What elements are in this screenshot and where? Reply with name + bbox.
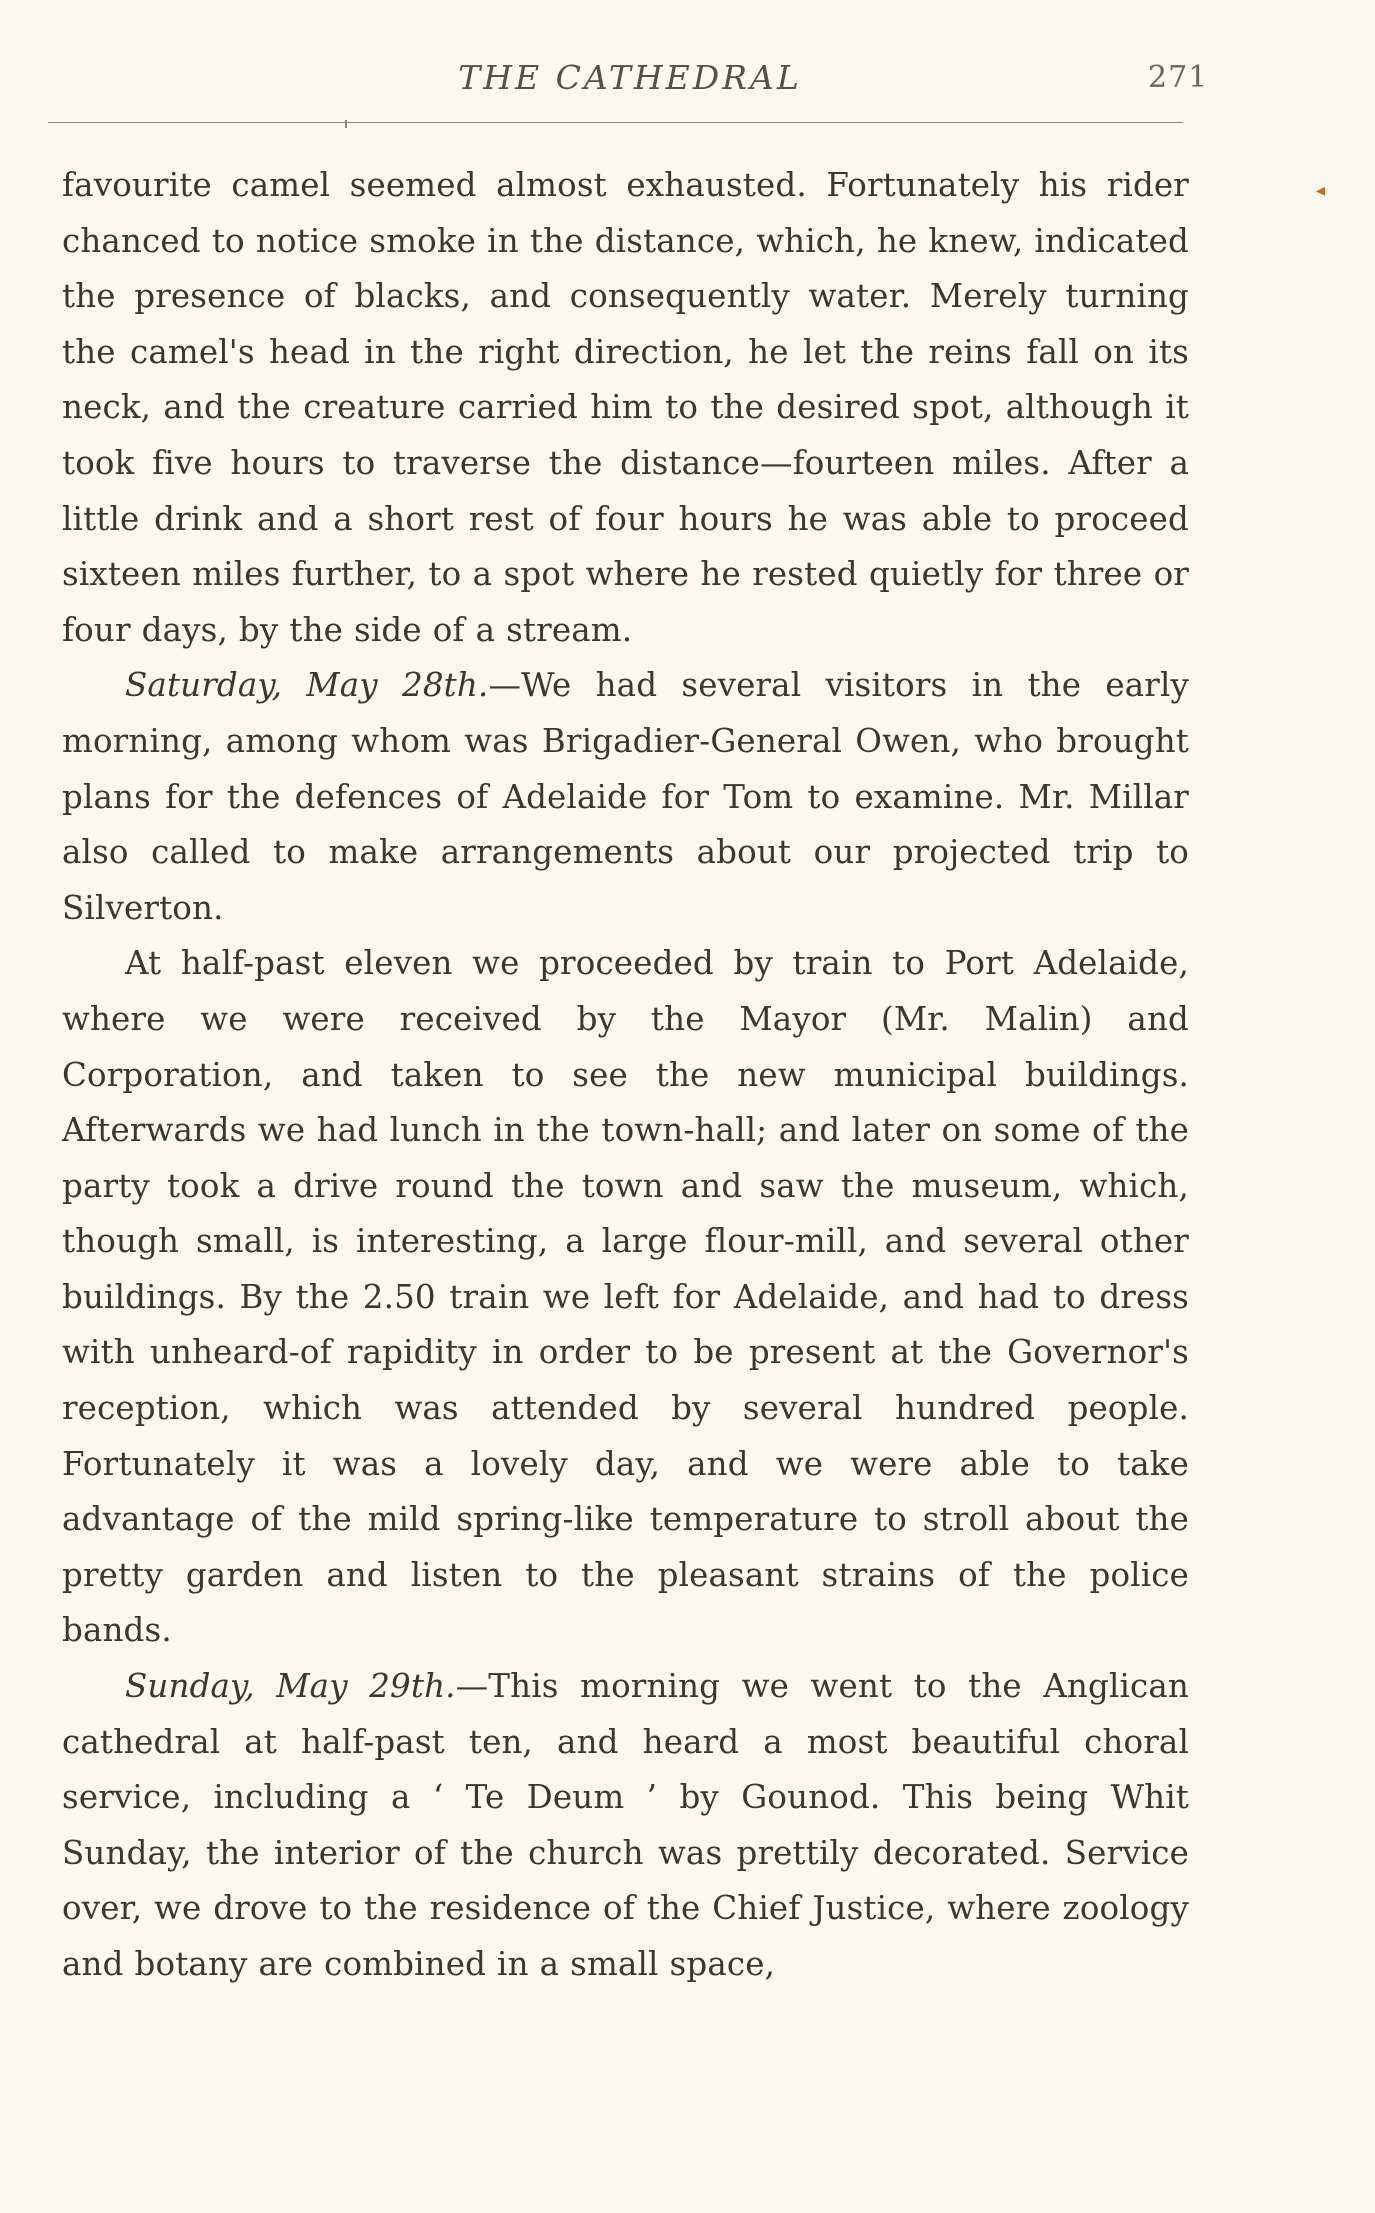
date-heading: Saturday, May 28th.: [125, 666, 489, 705]
paragraph-camel: [62, 158, 1189, 658]
paragraph-text: —We had several visitors in the early morning, among whom was Brigadier-General Owen, who brought plans for the defences of Adelaide for Tom to examine. Mr. Millar also called to make arrangements about our projected trip to Silverton.: [62, 666, 1189, 927]
running-header: [0, 58, 1375, 98]
paragraph-text: —This morning we went to the Anglican cathedral at half-past ten, and heard a most beautiful choral service, including a ‘ Te Deum ’ by Gounod. This being Whit Sunday, the interior of the church was prettily decorated. Service over, we drove to the residence of the Chief Justice, where zoology and botany are combined in a small space,: [62, 1667, 1189, 1983]
paragraph-text: favourite camel seemed almost exhausted. Fortunately his rider chanced to notice smoke in the distance, which, he knew, indicated the presence of blacks, and consequently water. Merely turning the camel's head in the right direction, he let the reins fall on its neck, and the creature carried him to the desired spot, although it took five hours to traverse the distance—fourteen miles. After a little drink and a short rest of four hours he was able to proceed sixteen miles further, to a spot where he rested quietly for three or four days, by the side of a stream.: [62, 166, 1189, 649]
paragraph-saturday: [62, 658, 1189, 936]
page-body: [62, 158, 1189, 1993]
running-title: THE CATHEDRAL: [458, 58, 802, 97]
paragraph-sunday: [62, 1659, 1189, 1993]
date-heading: Sunday, May 29th.: [125, 1667, 456, 1706]
page-number: 271: [1148, 60, 1209, 95]
margin-mark-icon: ◂: [1316, 180, 1326, 201]
paragraph-text: At half-past eleven we proceeded by train to Port Adelaide, where we were received by the Mayor (Mr. Malin) and Corporation, and taken to see the new municipal buildings. Afterwards we had lunch in the town-hall; and later on some of the party took a drive round the town and saw the museum, which, though small, is interesting, a large flour-mill, and several other buildings. By the 2.50 train we left for Adelaide, and had to dress with unheard-of rapidity in order to be present at the Governor's reception, which was attended by several hundred people. Fortunately it was a lovely day, and we were able to take advantage of the mild spring-like temperature to stroll about the pretty garden and listen to the pleasant strains of the police bands.: [62, 944, 1189, 1650]
header-rule-tick: [345, 120, 347, 128]
paragraph-port-adelaide: [62, 936, 1189, 1659]
header-rule: [48, 122, 1183, 123]
